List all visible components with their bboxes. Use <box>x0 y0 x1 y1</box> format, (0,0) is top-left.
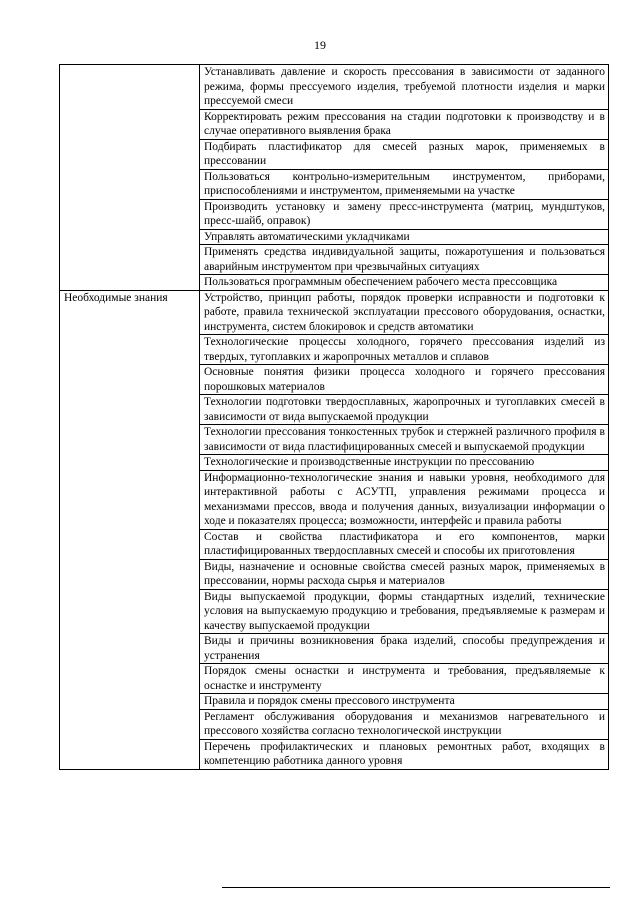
page-number: 19 <box>314 38 326 52</box>
knowledge-item: Устройство, принцип работы, порядок проверки исправности и подготовки к работе, правила технической эксплуатации прессового оборудования, оснастки, инструмента, систем блокировок и средств автоматики <box>200 290 609 335</box>
skill-item: Управлять автоматическими укладчиками <box>200 229 609 245</box>
knowledge-label: Необходимые знания <box>60 290 200 769</box>
skill-item: Корректировать режим прессования на стадии подготовки к производству и в случае оперативного выявления брака <box>200 109 609 139</box>
bottom-divider <box>222 887 610 888</box>
skill-item: Производить установку и замену пресс-инструмента (матриц, мундштуков, пресс-шайб, оправок) <box>200 199 609 229</box>
requirements-table <box>59 64 609 770</box>
knowledge-item: Правила и порядок смены прессового инструмента <box>200 694 609 710</box>
knowledge-item: Технологии подготовки твердосплавных, жаропрочных и тугоплавких смесей в зависимости от вида выпускаемой продукции <box>200 395 609 425</box>
skill-item: Применять средства индивидуальной защиты, пожаротушения и пользоваться аварийным инструментом при чрезвычайных ситуациях <box>200 245 609 275</box>
knowledge-item: Технологические процессы холодного, горячего прессования изделий из твердых, тугоплавких и жаропрочных металлов и сплавов <box>200 335 609 365</box>
skill-item: Пользоваться программным обеспечением рабочего места прессовщика <box>200 275 609 291</box>
skills-label-cell <box>60 65 200 291</box>
knowledge-item: Технологии прессования тонкостенных трубок и стержней различного профиля в зависимости от вида пластифицированных смесей и выпускаемой продукции <box>200 425 609 455</box>
skill-item: Пользоваться контрольно-измерительным инструментом, приборами, приспособлениями и инструментом, применяемыми на участке <box>200 169 609 199</box>
skill-item: Устанавливать давление и скорость прессования в зависимости от заданного режима, формы прессуемого изделия, требуемой плотности изделия и марки прессуемой смеси <box>200 65 609 110</box>
table-row <box>60 65 609 110</box>
skill-item: Подбирать пластификатор для смесей разных марок, применяемых в прессовании <box>200 139 609 169</box>
knowledge-item: Информационно-технологические знания и навыки уровня, необходимого для интерактивной работы с АСУТП, управления режимами процесса и механизмами прессов, ввода и получения данных, визуализации информации о ходе и показателях процесса; возможности, интерфейс и правила работы <box>200 470 609 529</box>
knowledge-item: Виды, назначение и основные свойства смесей разных марок, применяемых в прессовании, нормы расхода сырья и материалов <box>200 559 609 589</box>
knowledge-item: Перечень профилактических и плановых ремонтных работ, входящих в компетенцию работника данного уровня <box>200 739 609 769</box>
knowledge-item: Основные понятия физики процесса холодного и горячего прессования порошковых материалов <box>200 365 609 395</box>
table-row <box>60 290 609 335</box>
knowledge-item: Виды и причины возникновения брака изделий, способы предупреждения и устранения <box>200 634 609 664</box>
knowledge-item: Технологические и производственные инструкции по прессованию <box>200 455 609 471</box>
knowledge-item: Виды выпускаемой продукции, формы стандартных изделий, технические условия на выпускаемую продукцию и требования, предъявляемые к размерам и качеству выпускаемой продукции <box>200 589 609 634</box>
knowledge-item: Порядок смены оснастки и инструмента и требования, предъявляемые к оснастке и инструменту <box>200 664 609 694</box>
knowledge-item: Регламент обслуживания оборудования и механизмов нагревательного и прессового хозяйства согласно технологической инструкции <box>200 709 609 739</box>
knowledge-item: Состав и свойства пластификатора и его компонентов, марки пластифицированных твердосплавных смесей и способы их приготовления <box>200 529 609 559</box>
